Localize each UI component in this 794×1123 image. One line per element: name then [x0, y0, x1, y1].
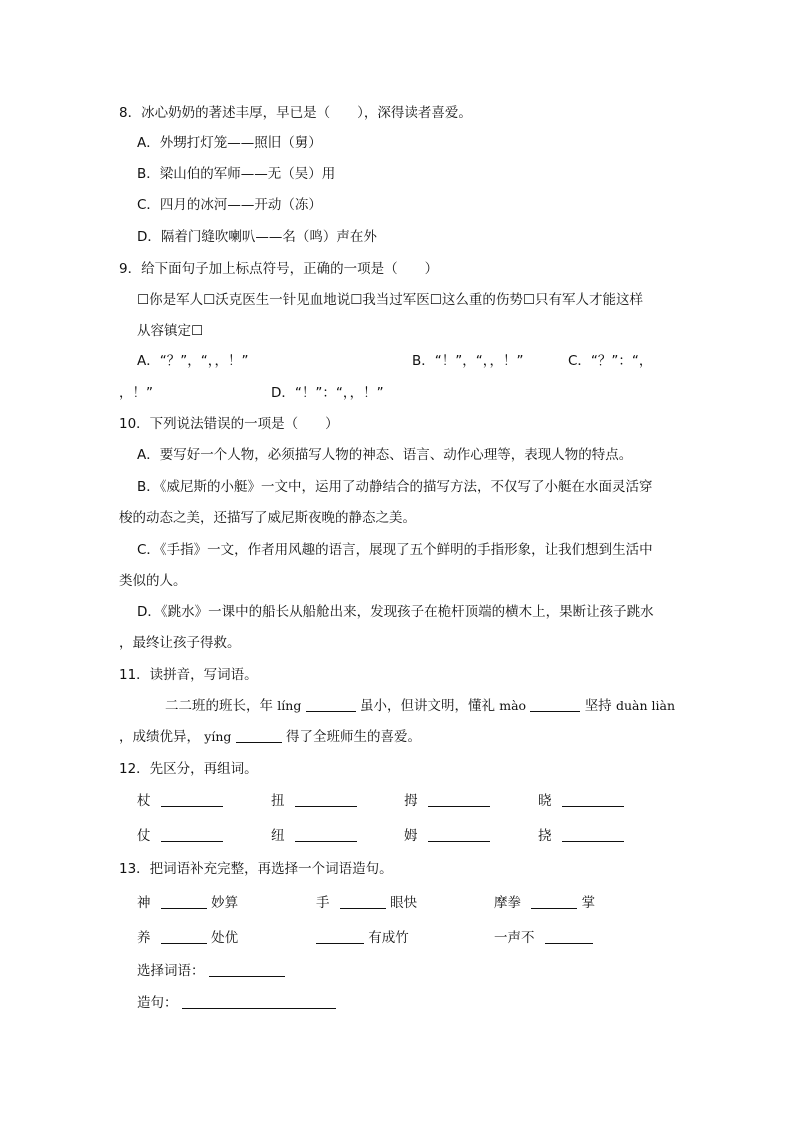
q11-line1 — [165, 697, 675, 715]
q12-char: 杖 — [137, 793, 151, 809]
q10-option-b-line1: B．《威尼斯的小艇》一文中，运用了动静结合的描写方法，不仅写了小艇在水面灵活穿 — [137, 479, 653, 495]
q13-idiom-5 — [316, 929, 409, 947]
q11-line2 — [119, 728, 421, 746]
q12-blank[interactable] — [428, 827, 490, 842]
q11-stem: 11．读拼音，写词语。 — [119, 667, 258, 683]
q11-text-5: 得了全班师生的喜爱。 — [286, 729, 422, 745]
q9-option-a: A．“？”，“，，！” — [137, 353, 249, 369]
q12-stem: 12．先区分，再组词。 — [119, 761, 258, 777]
q11-blank-2[interactable] — [530, 697, 580, 712]
q12-blank[interactable] — [562, 827, 624, 842]
q12-blank[interactable] — [428, 792, 490, 807]
q10-option-c-line2: 类似的人。 — [119, 573, 187, 589]
q12-blank[interactable] — [161, 792, 223, 807]
q13-blank[interactable] — [161, 894, 207, 909]
q12-item — [271, 827, 357, 845]
q9-sentence-line1: ☐你是军人☐沃克医生一针见血地说☐我当过军医☐这么重的伤势☐只有军人才能这样 — [137, 292, 644, 308]
q12-char: 拇 — [404, 793, 418, 809]
q13-idiom-1 — [137, 894, 238, 912]
q13-idiom-6 — [494, 929, 593, 947]
q11-blank-3[interactable] — [236, 728, 282, 743]
q10-option-a: A．要写好一个人物，必须描写人物的神态、语言、动作心理等，表现人物的特点。 — [137, 447, 633, 463]
q10-stem: 10．下列说法错误的一项是（ ） — [119, 416, 339, 432]
q13-text: 妙算 — [211, 895, 239, 911]
q13-stem: 13．把词语补充完整，再选择一个词语造句。 — [119, 861, 393, 877]
q11-text-1: 二二班的班长，年 — [165, 698, 273, 714]
q12-blank[interactable] — [295, 827, 357, 842]
q13-choose-label: 选择词语： — [137, 963, 205, 979]
q13-blank[interactable] — [545, 929, 593, 944]
q9-sentence-line2: 从容镇定☐ — [137, 323, 204, 339]
q13-text: 有成竹 — [368, 930, 409, 946]
q12-char: 晓 — [538, 793, 552, 809]
q12-char: 仗 — [137, 828, 151, 844]
q11-pinyin-1: líng — [277, 698, 302, 713]
q12-blank[interactable] — [295, 792, 357, 807]
q11-text-2: 虽小，但讲文明，懂礼 — [359, 698, 495, 714]
q11-pinyin-2: mào — [499, 698, 527, 713]
q9-option-c-continued: ，！” — [119, 385, 153, 401]
q13-sentence-row — [137, 994, 336, 1012]
q13-sentence-label: 造句： — [137, 995, 178, 1011]
q13-blank[interactable] — [531, 894, 577, 909]
q13-idiom-2 — [316, 894, 417, 912]
q13-idiom-3 — [494, 894, 595, 912]
q11-pinyin-3: duàn liàn — [615, 698, 676, 713]
q12-char: 挠 — [538, 828, 552, 844]
q12-blank[interactable] — [562, 792, 624, 807]
q12-item — [538, 792, 624, 810]
q11-pinyin-4: yíng — [204, 729, 232, 744]
q12-item — [137, 827, 223, 845]
q13-blank[interactable] — [161, 929, 207, 944]
q13-text: 手 — [316, 895, 330, 911]
q12-item — [404, 827, 490, 845]
q8-option-a: A．外甥打灯笼——照旧（舅） — [137, 135, 322, 151]
q8-option-c: C．四月的冰河——开动（冻） — [137, 197, 322, 213]
q10-option-d-line2: ，最终让孩子得救。 — [119, 635, 241, 651]
q13-choose-row — [137, 962, 285, 980]
q8-stem: 8．冰心奶奶的著述丰厚，早已是（ ），深得读者喜爱。 — [119, 105, 472, 121]
q12-item — [538, 827, 624, 845]
q12-char: 扭 — [271, 793, 285, 809]
q9-stem: 9．给下面句子加上标点符号，正确的一项是（ ） — [119, 261, 439, 277]
q10-option-c-line1: C．《手指》一文，作者用风趣的语言，展现了五个鲜明的手指形象，让我们想到生活中 — [137, 542, 653, 558]
q11-text-3: 坚持 — [584, 698, 612, 714]
q12-item — [137, 792, 223, 810]
q12-item — [271, 792, 357, 810]
q13-blank[interactable] — [316, 929, 364, 944]
q12-item — [404, 792, 490, 810]
q11-blank-1[interactable] — [306, 697, 356, 712]
q13-text: 神 — [137, 895, 151, 911]
q13-text: 眼快 — [390, 895, 418, 911]
q9-option-c: C．“？”：“， — [568, 353, 653, 369]
q10-option-b-line2: 梭的动态之美，还描写了威尼斯夜晚的静态之美。 — [119, 510, 416, 526]
q13-sentence-blank[interactable] — [182, 994, 336, 1009]
q10-option-d-line1: D．《跳水》一课中的船长从船舱出来，发现孩子在桅杆顶端的横木上，果断让孩子跳水 — [137, 604, 654, 620]
q13-text: 掌 — [581, 895, 596, 911]
q13-text: 摩拳 — [494, 895, 521, 911]
q9-option-b: B．“！”，“，，！” — [412, 353, 524, 369]
q13-text: 养 — [137, 930, 151, 946]
q13-idiom-4 — [137, 929, 238, 947]
q13-text: 一声不 — [494, 930, 535, 946]
q12-char: 姆 — [404, 828, 418, 844]
q8-option-d: D．隔着门缝吹喇叭——名（鸣）声在外 — [137, 229, 377, 245]
q12-char: 纽 — [271, 828, 285, 844]
q13-blank[interactable] — [340, 894, 386, 909]
q11-text-4: ，成绩优异， — [119, 729, 200, 745]
q13-text: 处优 — [211, 930, 239, 946]
q13-choose-blank[interactable] — [209, 962, 285, 977]
q9-option-d: D．“！”：“，，！” — [271, 385, 384, 401]
q12-blank[interactable] — [161, 827, 223, 842]
q8-option-b: B．梁山伯的军师——无（吴）用 — [137, 166, 336, 182]
